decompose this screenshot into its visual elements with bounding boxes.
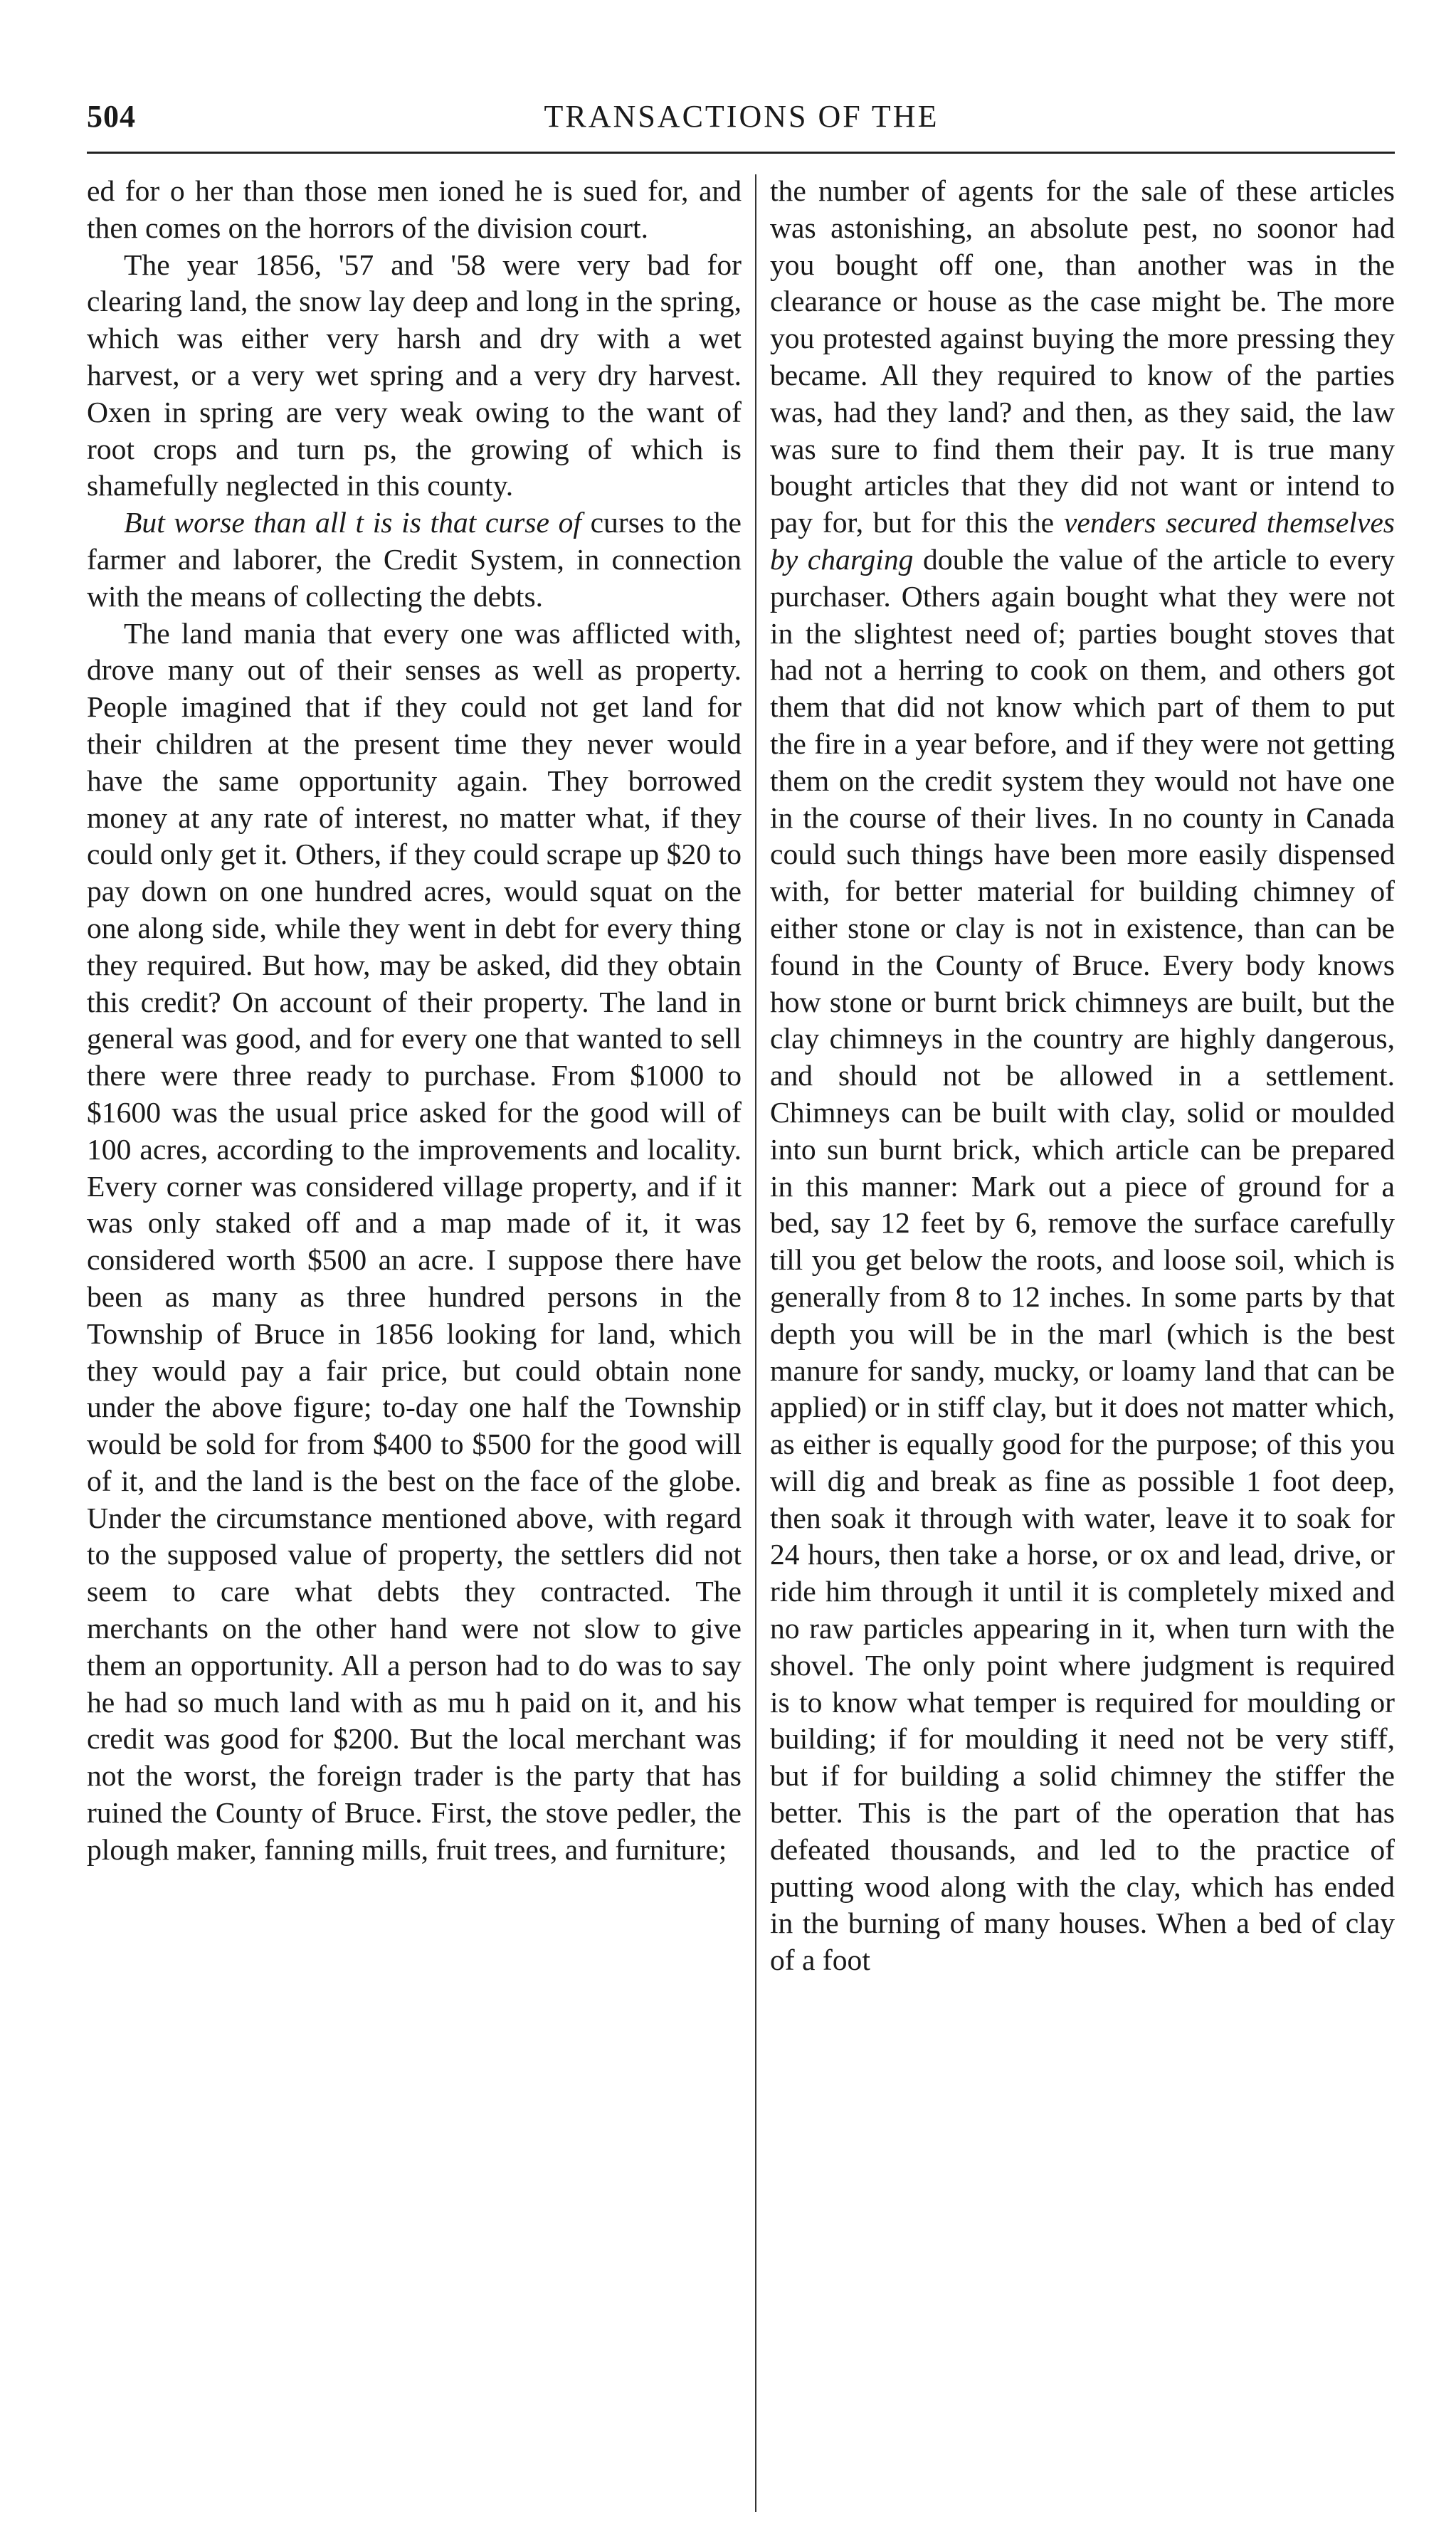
paragraph-start: the number of agents for the sale of these articles was astonishing, an absolute pest, no soonor had you bought off one, than another was in the clearance or house as the case might be. The more you protested against buying the more pressing they became. All they required to know of the parties was, had they land? and then, as they said, the law was sure to find them their pay. It is true many bought articles that they did not want or intend to pay for, but for this the xyxy=(770,174,1395,539)
right-column xyxy=(770,173,1395,1979)
left-column xyxy=(87,173,742,1869)
paragraph: The land mania that every one was afflicted with, drove many out of their senses as well as property. People imagined that if they could not get land for their children at the present time they never would have the same opportunity again. They borrowed money at any rate of interest, no matter what, if they could only get it. Others, if they could scrape up $20 to pay down on one hundred acres, would squat on the one along side, while they went in debt for every thing they required. But how, may be asked, did they obtain this credit? On account of their property. The land in general was good, and for every one that wanted to sell there were three ready to purchase. From $1000 to $1600 was the usual price asked for the good will of 100 acres, according to the improvements and locality. Every corner was considered village property, and if it was only staked off and a map made of it, it was considered worth $500 an acre. I suppose there have been as many as three hundred persons in the Township of Bruce in 1856 looking for land, which they would pay a fair price, but could obtain none under the above figure; to-day one half the Township would be sold for from $400 to $500 for the good will of it, and the land is the best on the face of the globe. Under the circumstance mentioned above, with regard to the supposed value of property, the settlers did not seem to care what debts they contracted. The merchants on the other hand were not slow to give them an opportunity. All a person had to do was to say he had so much land with as mu h paid on it, and his credit was good for $200. But the local merchant was not the worst, the foreign trader is the party that has ruined the County of Bruce. First, the stove pedler, the plough maker, fanning mills, fruit trees, and furniture; xyxy=(87,616,742,1866)
paragraph xyxy=(87,505,742,615)
page-number: 504 xyxy=(87,99,136,134)
paragraph: ed for o her than those men ioned he is sued for, and then comes on the horrors of the division court. xyxy=(87,174,742,244)
paragraph-rest: curses to the farmer and laborer, the Credit System, in connection with the means of collecting the debts. xyxy=(87,506,742,613)
page-header xyxy=(87,98,1396,148)
paragraph xyxy=(770,173,1395,1979)
paragraph: The year 1856, '57 and '58 were very bad for clearing land, the snow lay deep and long in the spring, which was either very harsh and dry with a wet harvest, or a very wet spring and a very dry harvest. Oxen in spring are very weak owing to the want of root crops and turn ps, the growing of which is shamefully neglected in this county. xyxy=(87,248,742,502)
italic-phrase: venders secured themselves by charging xyxy=(770,506,1395,576)
column-divider xyxy=(755,174,756,2512)
italic-lead: But worse than all t is is that curse of xyxy=(124,506,581,539)
running-head: TRANSACTIONS OF THE xyxy=(544,99,939,134)
header-rule xyxy=(87,152,1395,154)
paragraph-end: double the value of the article to every purchaser. Others again bought what they were not in the slightest need of; parties bought stoves that had not a herring to cook on them, and others got them that did not know which part of them to put the fire in a year before, and if they were not getting them on the credit system they would not have one in the course of their lives. In no county in Canada could such things have been more easily dispensed with, for better material for building chimney of either stone or clay is not in existence, than can be found in the County of Bruce. Every body knows how stone or burnt brick chimneys are built, but the clay chimneys in the country are highly dangerous, and should not be allowed in a settlement. Chimneys can be built with clay, solid or moulded into sun burnt brick, which article can be prepared in this manner: Mark out a piece of ground for a bed, say 12 feet by 6, remove the surface carefully till you get below the roots, and loose soil, which is generally from 8 to 12 inches. In some parts by that depth you will be in the marl (which is the best manure for sandy, mucky, or loamy land that can be applied) or in stiff clay, but it does not matter which, as either is equally good for the purpose; of this you will dig and break as fine as possible 1 foot deep, then soak it through with water, leave it to soak for 24 hours, then take a horse, or ox and lead, drive, or ride him through it until it is completely mixed and no raw particles appearing in it, when turn with the shovel. The only point where judgment is required is to know what temper is required for moulding or building; if for moulding it need not be very stiff, but if for building a solid chimney the stiffer the better. This is the part of the operation that has defeated thousands, and led to the practice of putting wood along with the clay, which has ended in the burning of many houses. When a bed of clay of a foot xyxy=(770,542,1395,1977)
